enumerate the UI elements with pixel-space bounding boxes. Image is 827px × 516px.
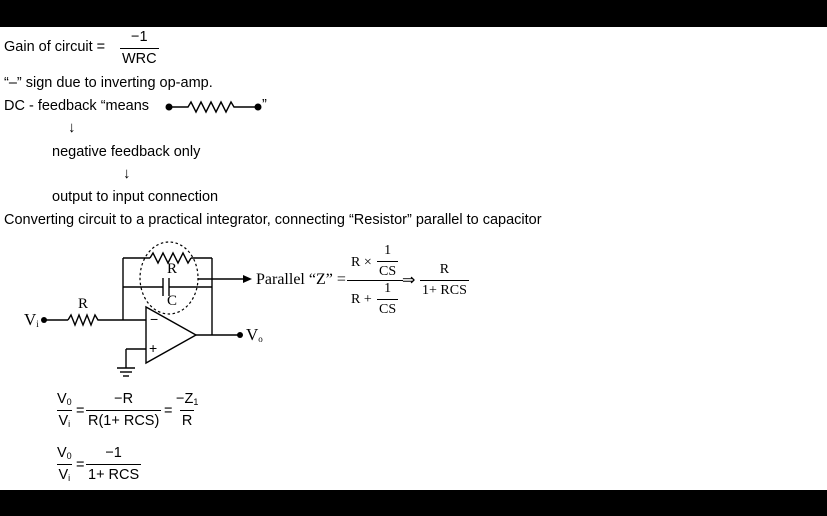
gain-label: Gain of circuit = xyxy=(4,39,106,55)
op-amp-plus-label: + xyxy=(149,340,158,356)
parallel-den-r: R + xyxy=(351,292,372,307)
negative-feedback-text: negative feedback only xyxy=(52,144,201,160)
down-arrow-1: ↓ xyxy=(68,119,76,136)
output-input-text: output to input connection xyxy=(52,189,219,205)
input-resistor-label: R xyxy=(78,296,89,312)
parallel-num-subfraction: $\frac{1}{CS}$ xyxy=(379,243,397,279)
gain-numerator: −1 xyxy=(131,29,148,45)
eq2-equals: = xyxy=(76,457,85,473)
eq1-lhs-fraction: $\frac{V_0}{V_i}$ xyxy=(57,391,72,429)
op-amp-minus-label: − xyxy=(150,311,159,327)
feedback-capacitor-label: C xyxy=(167,293,178,309)
vo-label: $V_o$ xyxy=(246,325,263,344)
eq2-rhs-fraction: −1 1+ RCS xyxy=(88,445,140,483)
converting-text: Converting circuit to a practical integrator, connecting “Resistor” parallel to capacitor xyxy=(4,212,542,228)
eq1-rhs-fraction: $\frac{-Z_1}{R}$ xyxy=(176,391,199,429)
parallel-z-label: Parallel “Z” = xyxy=(256,271,346,288)
parallel-result-den: 1+ RCS xyxy=(420,280,469,298)
parallel-z-fraction xyxy=(347,244,403,318)
eq1-equals: = xyxy=(76,403,85,419)
eq1-mid-fraction: −R R(1+ RCS) xyxy=(88,391,160,429)
eq1-equals-2: = xyxy=(164,403,173,419)
parallel-main-bar xyxy=(347,280,403,281)
parallel-num-r: R × xyxy=(351,255,372,270)
implies-symbol: ⇒ xyxy=(402,272,416,289)
parallel-result-fraction xyxy=(420,263,469,298)
sign-note: “–” sign due to inverting op-amp. xyxy=(4,75,213,91)
parallel-result-num: R xyxy=(439,262,450,277)
eq2-lhs-fraction: $\frac{V_0}{V_i}$ xyxy=(57,445,72,483)
vi-label: $V_i$ xyxy=(24,310,39,329)
feedback-resistor-label: R xyxy=(167,261,178,277)
down-arrow-2: ↓ xyxy=(123,165,131,182)
gain-denominator: WRC xyxy=(120,48,159,67)
dc-feedback-prefix: DC - feedback “means xyxy=(4,98,150,114)
dc-feedback-suffix: ” xyxy=(262,97,267,113)
parallel-den-subfraction: $\frac{1}{CS}$ xyxy=(379,281,397,317)
